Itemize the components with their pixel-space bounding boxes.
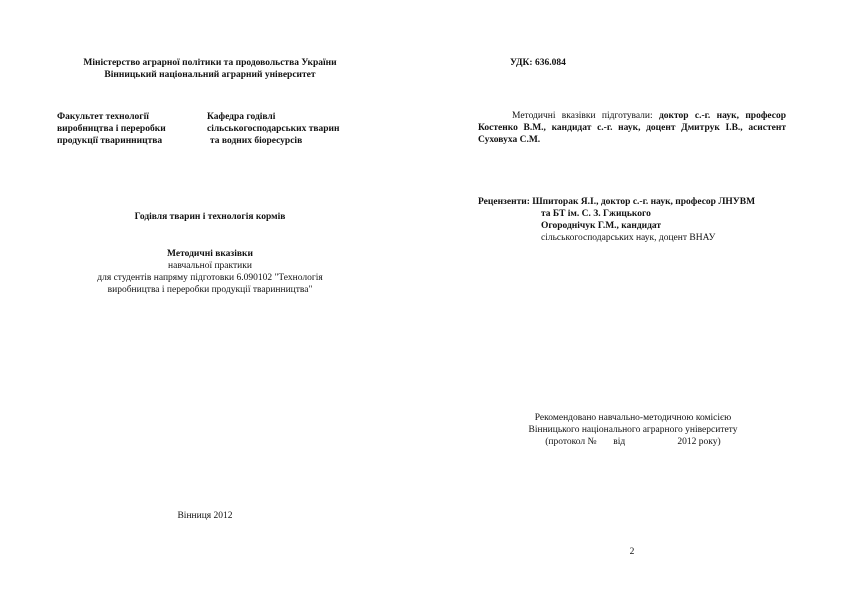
discipline-title: Годівля тварин і технологія кормів (134, 212, 286, 222)
reviewer-line: Шпиторак Я.І., доктор с.-г. наук, професор ЛНУВМ (529, 197, 756, 207)
reviewer-line: Огороднічук Г.М., кандидат (541, 221, 662, 231)
department-line: сільськогосподарських тварин (207, 124, 340, 134)
authors-text: доктор с.-г. наук, професор Костенко В.М., кандидат с.-г. наук, доцент Дмитрук І.В., асистент Суховуха С.М. (478, 111, 786, 145)
ministry-line: Міністерство аграрної політики та продовольства України (83, 58, 337, 68)
university-line: Вінницький національний аграрний університет (104, 70, 316, 80)
guide-line: навчальної практики (168, 261, 252, 271)
city-year: Вінниця 2012 (177, 511, 233, 521)
department-line: Кафедра годівлі (207, 112, 276, 122)
guide-line: виробництва і переробки продукції тваринництва" (107, 285, 313, 295)
faculty-line: виробництва і переробки (57, 124, 166, 134)
reviewers-label: Рецензенти: (478, 197, 530, 207)
guide-line: для студентів напряму підготовки 6.090102 "Технологія (97, 273, 323, 283)
reviewer-line: сільськогосподарських наук, доцент ВНАУ (541, 233, 716, 243)
recommend-line: (протокол № від 2012 року) (545, 437, 721, 447)
department-block (207, 111, 377, 147)
guide-heading: Методичні вказівки (167, 249, 253, 259)
recommendation-block (478, 412, 788, 448)
recommend-line: Вінницького національного аграрного університету (528, 425, 738, 435)
guide-title-block (60, 248, 360, 296)
department-line: та водних біоресурсів (210, 136, 303, 146)
faculty-line: Факультет технології (57, 112, 149, 122)
faculty-block (57, 111, 207, 147)
ministry-header (40, 57, 380, 81)
page-number: 2 (629, 547, 635, 557)
authors-prefix: Методичні вказівки підготували: (512, 111, 653, 121)
recommend-line: Рекомендовано навчально-методичною комісією (534, 413, 732, 423)
faculty-line: продукції тваринництва (57, 136, 163, 146)
reviewers-block (478, 196, 798, 244)
authors-paragraph (478, 110, 786, 146)
reviewer-line: та БТ ім. С. З. Гжицького (541, 209, 651, 219)
udk-code: УДК: 636.084 (510, 58, 566, 68)
